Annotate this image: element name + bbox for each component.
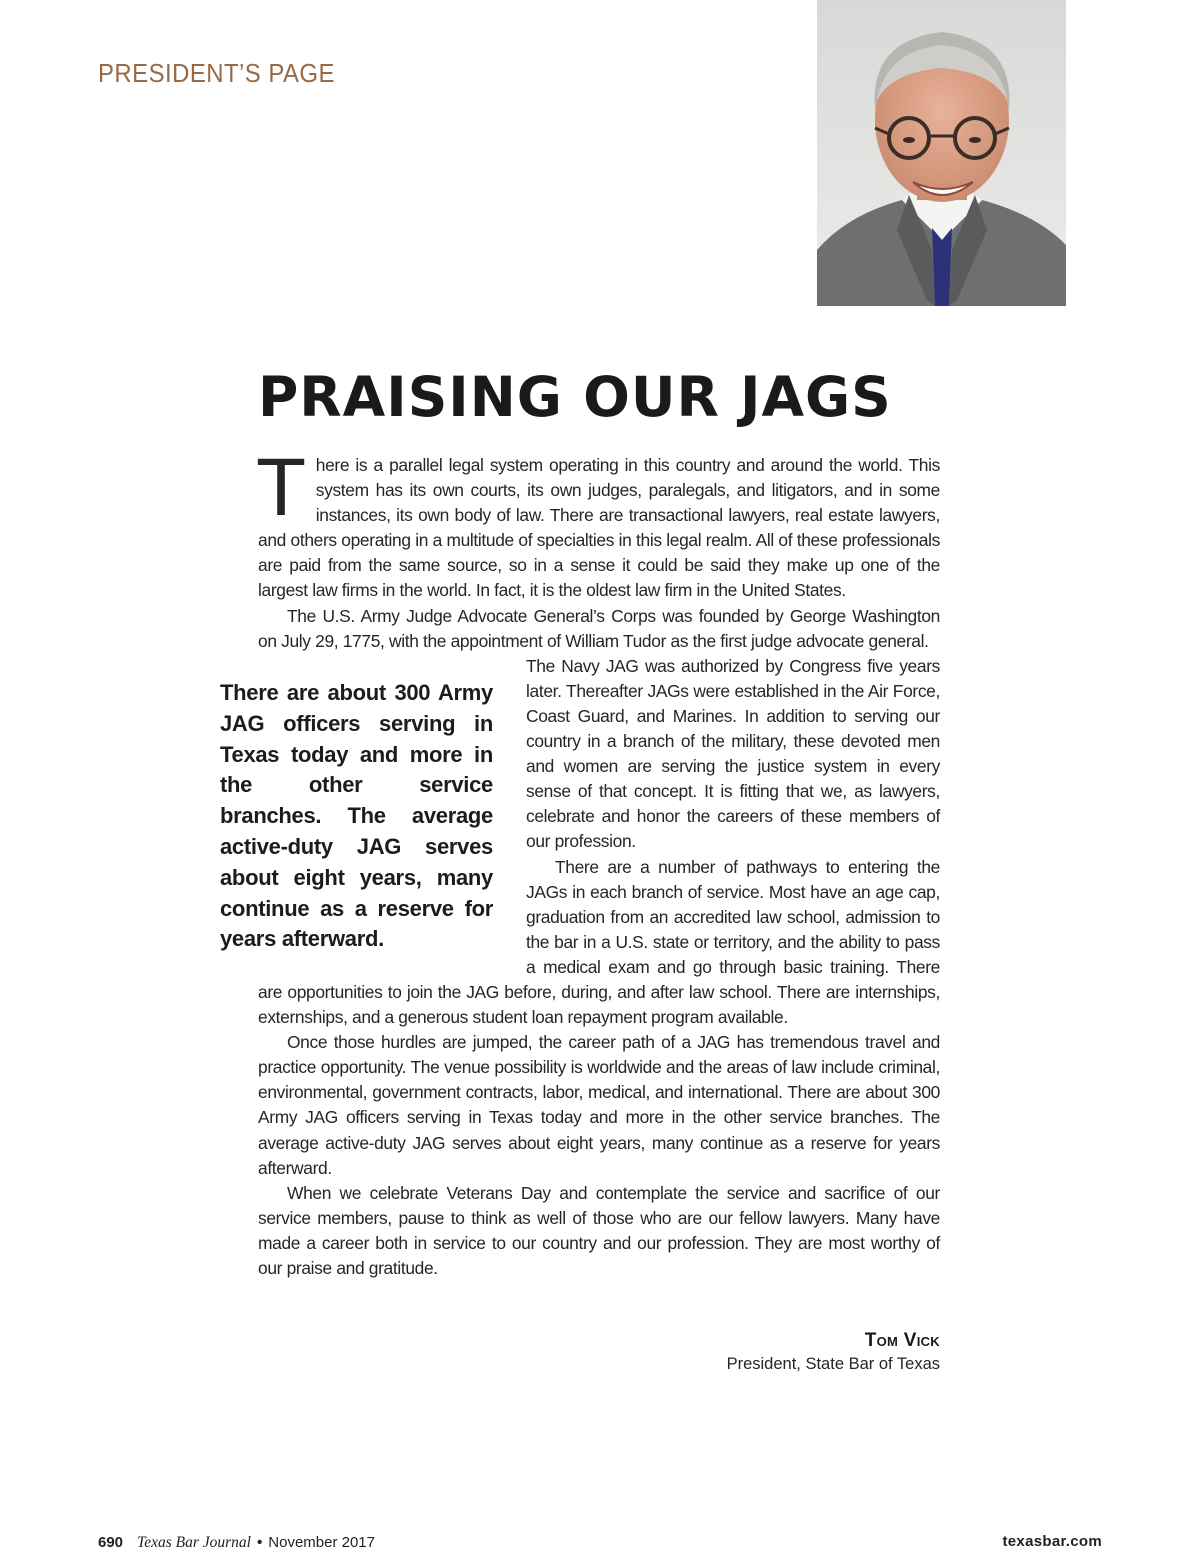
article-title: PRAISING OUR JAGS: [258, 365, 892, 429]
paragraph-1-text: here is a parallel legal system operating in this country and around the world. This system has its own courts, its own judges, paralegals, and litigators, and in some instances, its own body of law. There are transactional lawyers, real estate lawyers, and others operating in a multitude of specialties in this legal realm. All of these professionals are paid from the same source, so in a sense it could be said they make up one of the largest law firms in the world. In fact, it is the oldest law firm in the United States.: [258, 455, 940, 601]
footer-left: [98, 1534, 375, 1552]
paragraph-1: [256, 442, 940, 604]
paragraph-3: The Navy JAG was authorized by Congress five years later. Thereafter JAGs were established in the Air Force, Coast Guard, and Marines. In addition to serving our country in a branch of the military, these devoted men and women are serving the justice system in every sense of that concept. It is fitting that we, as lawyers, celebrate and honor the careers of these members of our profession.: [526, 655, 940, 852]
paragraph-5: Once those hurdles are jumped, the career path of a JAG has tremendous travel and practice opportunity. The venue possibility is worldwide and the areas of law include criminal, environmental, government contracts, labor, medical, and international. There are about 300 Army JAG officers serving in Texas today and more in the other service branches. The average active-duty JAG serves about eight years, many continue as a reserve for years afterward.: [258, 1032, 940, 1178]
paragraph-2: The U.S. Army Judge Advocate General’s Corps was founded by George Washington on July 29, 1775, with the appointment of William Tudor as the first judge advocate general.: [258, 605, 940, 651]
section-label: PRESIDENT’S PAGE: [98, 58, 335, 88]
author-portrait: [817, 0, 1066, 306]
pull-quote: There are about 300 Army JAG officers serving in Texas today and more in the other service branches. The average active-duty JAG serves about eight years, many continue as a reserve for years afterward.: [220, 680, 493, 952]
drop-cap: T: [256, 442, 306, 533]
issue-date: November 2017: [268, 1534, 375, 1551]
paragraph-6: When we celebrate Veterans Day and contemplate the service and sacrifice of our service members, pause to think as well of those who are our fellow lawyers. Many have made a career both in service to our country and our profession. They are most worthy of our praise and gratitude.: [258, 1182, 940, 1278]
signature: [727, 1330, 940, 1374]
footer-separator: •: [257, 1534, 263, 1551]
page-number: 690: [98, 1534, 124, 1551]
author-title: President, State Bar of Texas: [726, 1355, 940, 1373]
website-link[interactable]: texasbar.com: [1002, 1533, 1102, 1550]
journal-name: Texas Bar Journal: [137, 1534, 251, 1551]
paragraph-4: There are a number of pathways to entering the JAGs in each branch of service. Most have an age cap, graduation from an accredited law school, admission to the bar in a U.S. state or territory, and the ability to pass a medical exam and go through basic training. There are opportunities to join the JAG before, during, and after law school. There are internships, externships, and a generous student loan repayment program available.: [258, 856, 940, 1028]
author-name: Tom Vick: [864, 1330, 940, 1351]
portrait-illustration: [817, 0, 1066, 306]
